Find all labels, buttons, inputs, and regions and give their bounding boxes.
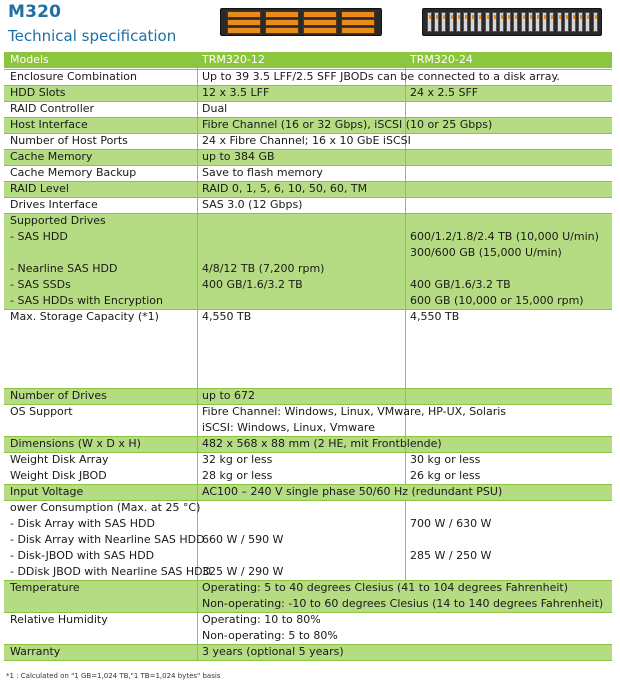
drive-bay: [303, 19, 337, 26]
value-cell: up to 384 GB: [202, 150, 275, 163]
value-cell: 24 x Fibre Channel; 16 x 10 GbE iSCSI: [202, 134, 411, 147]
drive-bay: [535, 12, 540, 32]
drive-bay: [265, 19, 299, 26]
drive-bay: [265, 27, 299, 34]
value-cell: 12 x 3.5 LFF: [202, 86, 270, 99]
drive-bay: [549, 12, 554, 32]
row-label: - SAS HDDs with Encryption: [10, 294, 163, 307]
drive-bay: [441, 12, 446, 32]
spec-table: [4, 52, 612, 660]
drive-bay: [456, 12, 461, 32]
drive-bay: [593, 12, 598, 32]
value-cell: 285 W / 250 W: [410, 549, 492, 562]
value-cell: 325 W / 290 W: [202, 565, 284, 578]
column-header: TRM320-24: [410, 53, 473, 66]
drive-bay: [227, 11, 261, 18]
row-label: - Nearline SAS HDD: [10, 262, 118, 275]
value-cell: Save to flash memory: [202, 166, 323, 179]
value-cell: RAID 0, 1, 5, 6, 10, 50, 60, TM: [202, 182, 368, 195]
row-label: - Disk-JBOD with SAS HDD: [10, 549, 155, 562]
row-label: Cache Memory: [10, 150, 93, 163]
row-label: HDD Slots: [10, 86, 66, 99]
drive-bay: [578, 12, 583, 32]
value-cell: 600/1.2/1.8/2.4 TB (10,000 U/min): [410, 230, 599, 243]
drive-bay: [542, 12, 547, 32]
row-label: RAID Controller: [10, 102, 95, 115]
table-header-band: [4, 52, 612, 68]
value-cell: 400 GB/1.6/3.2 TB: [410, 278, 511, 291]
value-cell: Non-operating: 5 to 80%: [202, 629, 338, 642]
page-header: [0, 0, 620, 52]
column-header: TRM320-12: [202, 53, 265, 66]
row-label: Weight Disk JBOD: [10, 469, 107, 482]
row-label: OS Support: [10, 405, 73, 418]
value-cell: 700 W / 630 W: [410, 517, 492, 530]
drive-bay: [265, 11, 299, 18]
value-cell: 300/600 GB (15,000 U/min): [410, 246, 562, 259]
row-label: - SAS HDD: [10, 230, 68, 243]
row-label: - SAS SSDs: [10, 278, 71, 291]
drive-bay: [571, 12, 576, 32]
drive-bay: [303, 11, 337, 18]
drive-bay: [463, 12, 468, 32]
row-label: Number of Drives: [10, 389, 107, 402]
row-divider: [4, 85, 612, 86]
drive-bay: [341, 11, 375, 18]
column-divider: [405, 500, 406, 580]
value-cell: Up to 39 3.5 LFF/2.5 SFF JBODs can be connected to a disk array.: [202, 70, 560, 83]
drive-bay: [303, 27, 337, 34]
value-cell: iSCSI: Windows, Linux, Vmware: [202, 421, 375, 434]
drive-bay: [521, 12, 526, 32]
drive-bay: [564, 12, 569, 32]
page-title: Technical specification: [8, 27, 177, 45]
drive-bay: [499, 12, 504, 32]
row-label: Cache Memory Backup: [10, 166, 137, 179]
row-label: Supported Drives: [10, 214, 106, 227]
row-label: Temperature: [10, 581, 80, 594]
drive-bay: [434, 12, 439, 32]
drive-bay: [557, 12, 562, 32]
value-cell: Operating: 10 to 80%: [202, 613, 321, 626]
row-label: Number of Host Ports: [10, 134, 128, 147]
row-label: Max. Storage Capacity (*1): [10, 310, 159, 323]
drive-bay: [485, 12, 490, 32]
model-name: M320: [8, 2, 62, 22]
drive-bay: [477, 12, 482, 32]
value-cell: 28 kg or less: [202, 469, 273, 482]
value-cell: 4,550 TB: [410, 310, 460, 323]
row-label: Weight Disk Array: [10, 453, 109, 466]
value-cell: 400 GB/1.6/3.2 TB: [202, 278, 303, 291]
value-cell: Operating: 5 to 40 degrees Clesius (41 to 104 degrees Fahrenheit): [202, 581, 569, 594]
row-label: Warranty: [10, 645, 61, 658]
value-cell: up to 672: [202, 389, 255, 402]
value-cell: 4,550 TB: [202, 310, 252, 323]
value-cell: Dual: [202, 102, 228, 115]
drive-bay: [341, 19, 375, 26]
drive-bay: [227, 27, 261, 34]
row-label: RAID Level: [10, 182, 69, 195]
drive-bay: [427, 12, 432, 32]
row-divider: [4, 660, 612, 661]
row-label: - Disk Array with SAS HDD: [10, 517, 155, 530]
footnote: *1 : Calculated on "1 GB=1,024 TB,"1 TB=1,024 bytes" basis: [6, 672, 221, 680]
drive-bay: [449, 12, 454, 32]
drive-bay: [341, 27, 375, 34]
value-cell: 24 x 2.5 SFF: [410, 86, 479, 99]
row-label: - Disk Array with Nearline SAS HDD: [10, 533, 205, 546]
row-divider: [4, 149, 612, 150]
row-band: [4, 85, 612, 101]
trm320-24-front-image: [422, 8, 602, 36]
drive-bay: [585, 12, 590, 32]
drive-bay: [470, 12, 475, 32]
value-cell: Fibre Channel: Windows, Linux, VMware, HP-UX, Solaris: [202, 405, 507, 418]
row-label: Relative Humidity: [10, 613, 108, 626]
value-cell: 4/8/12 TB (7,200 rpm): [202, 262, 325, 275]
row-label: ower Consumption (Max. at 25 °C): [10, 501, 201, 514]
row-label: Host Interface: [10, 118, 88, 131]
drive-bay: [513, 12, 518, 32]
value-cell: Fibre Channel (16 or 32 Gbps), iSCSI (10 or 25 Gbps): [202, 118, 493, 131]
row-label: Drives Interface: [10, 198, 98, 211]
row-divider: [4, 101, 612, 102]
value-cell: AC100 – 240 V single phase 50/60 Hz (redundant PSU): [202, 485, 503, 498]
row-label: - DDisk JBOD with Nearline SAS HDD: [10, 565, 212, 578]
drive-bay: [506, 12, 511, 32]
row-label: Enclosure Combination: [10, 70, 137, 83]
drive-bay: [528, 12, 533, 32]
drive-bay: [227, 19, 261, 26]
value-cell: 32 kg or less: [202, 453, 273, 466]
value-cell: 660 W / 590 W: [202, 533, 284, 546]
drive-bay: [492, 12, 497, 32]
value-cell: 30 kg or less: [410, 453, 481, 466]
row-band: [4, 149, 612, 165]
trm320-12-front-image: [220, 8, 382, 36]
value-cell: 3 years (optional 5 years): [202, 645, 344, 658]
row-label: Dimensions (W x D x H): [10, 437, 141, 450]
value-cell: Non-operating: -10 to 60 degrees Clesius (14 to 140 degrees Fahrenheit): [202, 597, 604, 610]
value-cell: SAS 3.0 (12 Gbps): [202, 198, 303, 211]
value-cell: 482 x 568 x 88 mm (2 HE, mit Frontblende): [202, 437, 442, 450]
value-cell: 26 kg or less: [410, 469, 481, 482]
value-cell: 600 GB (10,000 or 15,000 rpm): [410, 294, 584, 307]
row-label: Input Voltage: [10, 485, 84, 498]
column-header: Models: [10, 53, 49, 66]
